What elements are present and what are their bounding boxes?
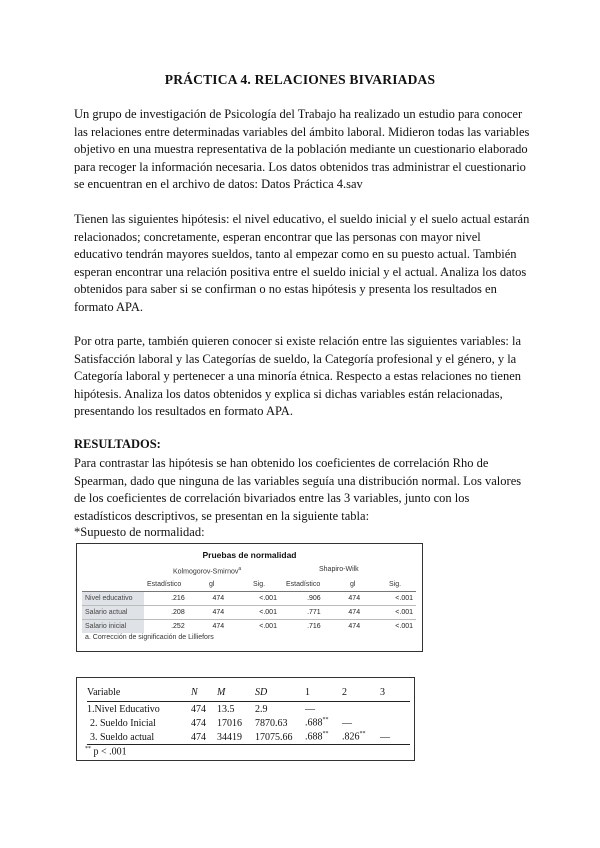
normality-table-body (82, 591, 416, 633)
table-cell: 474 (324, 606, 363, 620)
table-footnote: ** p < .001 (85, 746, 127, 758)
table-cell: <.001 (363, 620, 416, 634)
table-cell: .771 (280, 606, 324, 620)
table-cell (342, 702, 380, 717)
significance-mark: ** (359, 731, 366, 738)
significance-mark: ** (322, 731, 329, 738)
table-header-row (87, 686, 410, 702)
table-cell: .716 (280, 620, 324, 634)
col-header: 1 (305, 686, 342, 702)
col-header: N (191, 686, 217, 702)
table-cell: <.001 (227, 592, 280, 606)
col-header: 3 (380, 686, 410, 702)
table-cell: .826** (342, 730, 380, 745)
table-cell: .906 (280, 592, 324, 606)
normality-table-title: Pruebas de normalidad (202, 550, 297, 560)
table-cell: 474 (324, 592, 363, 606)
table-cell: .208 (144, 606, 188, 620)
table-cell: 1.Nivel Educativo (87, 703, 160, 715)
table-cell: — (380, 730, 410, 745)
normality-table-note: a. Corrección de significación de Lilliefors (85, 634, 214, 641)
page-title: PRÁCTICA 4. RELACIONES BIVARIADAS (164, 72, 436, 87)
intro-paragraph: Un grupo de investigación de Psicología del Trabajo ha realizado un estudio para conocer las relaciones entre determinadas variables del ámbito laboral. Midieron todas las variables objetivo en una muestra representativa de la población mediante un cuestionario elaborado para recoger la información necesaria. Los datos obtenidos tras administrar el cuestionario se encuentran en el archivo de datos: Datos Práctica 4.sav (74, 107, 530, 192)
table-cell (380, 702, 410, 717)
table-cell: 34419 (217, 730, 255, 745)
col-header: 2 (342, 686, 380, 702)
table-row (82, 620, 416, 634)
correlation-table-body (87, 686, 410, 745)
ks-group-header: Kolmogorov-Smirnov$^a$ (173, 566, 242, 576)
table-cell: — (342, 717, 352, 729)
normality-table (76, 543, 423, 652)
table-cell: 474 (188, 592, 227, 606)
sw-group-header: Shapiro-Wilk (319, 566, 359, 573)
table-row (82, 592, 416, 606)
table-cell: <.001 (363, 606, 416, 620)
row-label: Salario inicial (82, 620, 144, 634)
col-header: M (217, 686, 255, 702)
col-header: Estadístico (286, 581, 321, 588)
table-row (82, 606, 416, 620)
table-cell: .252 (144, 620, 188, 634)
table-cell: .688** (305, 717, 329, 729)
normality-label: *Supuesto de normalidad: (74, 525, 205, 539)
table-cell: 17075.66 (255, 730, 305, 745)
table-cell: 474 (191, 703, 206, 715)
table-cell: <.001 (227, 606, 280, 620)
col-header: SD (255, 686, 305, 702)
col-header: Sig. (253, 581, 266, 588)
table-cell: .216 (144, 592, 188, 606)
table-row (87, 730, 410, 745)
col-header: gl (350, 581, 356, 588)
table-cell: 17016 (217, 717, 242, 729)
correlation-table (76, 677, 415, 761)
table-cell: 474 (188, 620, 227, 634)
table-cell: 2.9 (255, 703, 268, 715)
table-cell: 474 (324, 620, 363, 634)
results-heading: RESULTADOS: (74, 437, 161, 451)
table-cell: 2. Sueldo Inicial (90, 717, 156, 729)
results-paragraph: Para contrastar las hipótesis se han obtenido los coeficientes de correlación Rho de Spearman, dado que ninguna de las variables seguía una distribución normal. Los valores de los coeficientes de correlación bivariados entre las 3 variables, junto con los estadísticos descriptivos, se presentan en la siguiente tabla: (74, 456, 522, 523)
hypotheses-paragraph: Tienen las siguientes hipótesis: el nivel educativo, el sueldo inicial y el suelo actual estarán relacionados; concretamente, esperan encontrar que las personas con mayor nivel educativo tendrán mayores sueldos, tanto al empezar como en su puesto actual. También esperan encontrar una relación positiva entre el sueldo inicial y el actual. Analiza los datos obtenidos para saber si se confirman o no estas hipótesis y presenta los resultados en formato APA. (74, 212, 530, 314)
table-cell: 474 (191, 717, 206, 729)
table-cell: <.001 (227, 620, 280, 634)
table-cell: 3. Sueldo actual (87, 730, 191, 745)
col-header: gl (209, 581, 215, 588)
second-analysis-paragraph: Por otra parte, también quieren conocer si existe relación entre las siguientes variables: la Satisfacción laboral y las Categorías de sueldo, la Categoría profesional y el género, y la Categoría laboral y pertenecer a una minoría étnica. Respecto a estas relaciones no tienen hipótesis. Analiza los datos obtenidos y explica si dichas variables están relacionadas, presentando los resultados en formato APA. (74, 334, 522, 419)
row-label: Salario actual (82, 606, 144, 620)
table-cell: — (305, 703, 315, 715)
table-row (87, 702, 410, 717)
table-cell: 7870.63 (255, 717, 288, 729)
table-cell: 474 (188, 606, 227, 620)
col-header: Variable (87, 686, 191, 702)
table-cell: 13.5 (217, 703, 235, 715)
table-cell: <.001 (363, 592, 416, 606)
table-cell: .688** (305, 730, 342, 745)
col-header: Sig. (389, 581, 402, 588)
table-row (87, 716, 410, 730)
row-label: Nivel educativo (82, 592, 144, 606)
col-header: Estadístico (147, 581, 182, 588)
table-cell: 474 (191, 730, 217, 745)
table-cell (380, 716, 410, 730)
significance-mark: ** (322, 717, 329, 724)
